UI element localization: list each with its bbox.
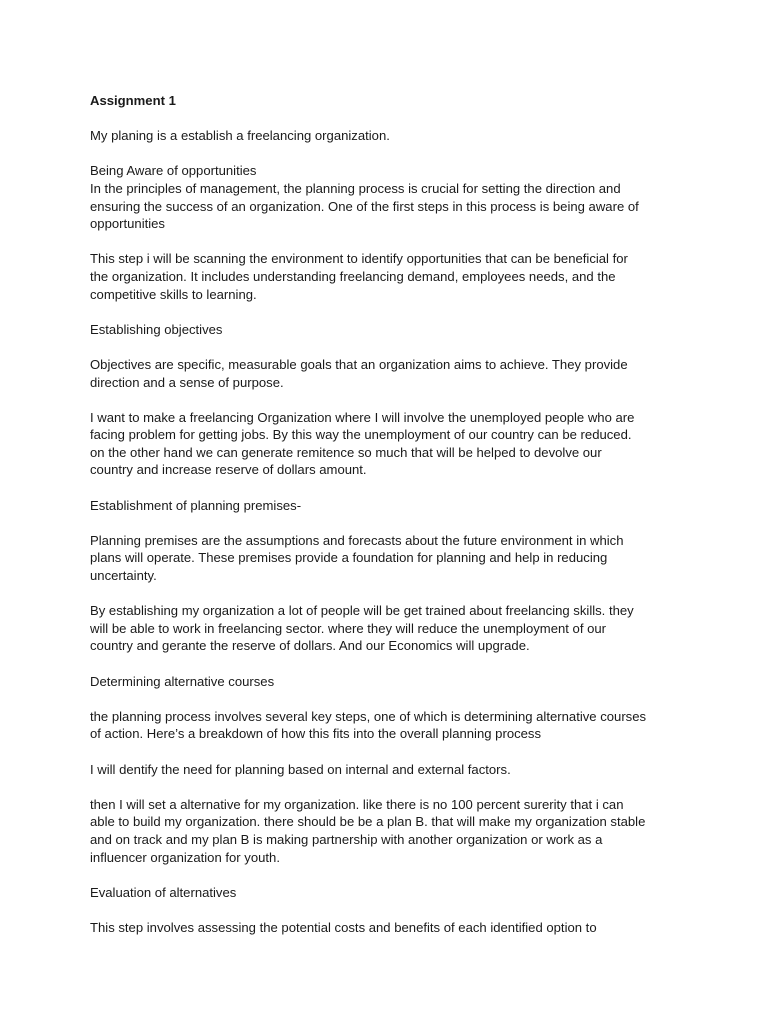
paragraph-line: able to build my organization. there should be be a plan B. that will make my organization stable <box>90 814 646 830</box>
paragraph-line: direction and a sense of purpose. <box>90 374 284 390</box>
paragraph-line: facing problem for getting jobs. By this way the unemployment of our country can be reduced. <box>90 427 632 443</box>
paragraph-line: then I will set a alternative for my organization. like there is no 100 percent surerity that i can <box>90 796 624 812</box>
paragraph-line: This step involves assessing the potential costs and benefits of each identified option to <box>90 919 597 935</box>
paragraph-line: of action. Here’s a breakdown of how this fits into the overall planning process <box>90 726 542 742</box>
paragraph-line: and on track and my plan B is making partnership with another organization or work as a <box>90 831 603 847</box>
body-paragraph <box>90 761 690 779</box>
section-heading: Establishing objectives <box>90 321 223 337</box>
paragraph-line: opportunities <box>90 216 165 232</box>
body-paragraph <box>90 796 690 866</box>
paragraph-line: plans will operate. These premises provide a foundation for planning and help in reducing <box>90 550 608 566</box>
paragraph-line: the planning process involves several key steps, one of which is determining alternative courses <box>90 708 647 724</box>
paragraph-line: influencer organization for youth. <box>90 849 280 865</box>
document-body <box>90 92 690 954</box>
body-paragraph <box>90 356 690 391</box>
section-heading: Establishment of planning premises- <box>90 497 302 513</box>
paragraph-line: country and increase reserve of dollars amount. <box>90 462 367 478</box>
paragraph-line: In the principles of management, the planning process is crucial for setting the direction and <box>90 180 621 196</box>
document-title: Assignment 1 <box>90 93 176 108</box>
paragraph-line: I will dentify the need for planning based on internal and external factors. <box>90 761 511 777</box>
body-paragraph <box>90 919 690 937</box>
paragraph-line: Objectives are specific, measurable goals that an organization aims to achieve. They provide <box>90 356 628 372</box>
body-paragraph <box>90 250 690 303</box>
section-heading: Evaluation of alternatives <box>90 884 237 900</box>
paragraph-line: I want to make a freelancing Organization where I will involve the unemployed people who are <box>90 409 635 425</box>
section-heading: Being Aware of opportunities <box>90 163 257 179</box>
body-paragraph <box>90 708 690 743</box>
paragraph-line: on the other hand we can generate remitence so much that will be helped to devolve our <box>90 444 602 460</box>
section-heading: Determining alternative courses <box>90 673 275 689</box>
paragraph-line: ensuring the success of an organization. One of the first steps in this process is being aware of <box>90 198 639 214</box>
intro-paragraph: My planing is a establish a freelancing organization. <box>90 128 390 144</box>
paragraph-line: will be able to work in freelancing sector. where they will reduce the unemployment of our <box>90 620 607 636</box>
paragraph-line: By establishing my organization a lot of people will be get trained about freelancing skills. they <box>90 603 634 619</box>
body-paragraph <box>90 532 690 585</box>
paragraph-line: This step i will be scanning the environment to identify opportunities that can be beneficial for <box>90 251 628 267</box>
paragraph-line: country and gerante the reserve of dollars. And our Economics will upgrade. <box>90 638 530 654</box>
paragraph-line: Planning premises are the assumptions and forecasts about the future environment in which <box>90 532 624 548</box>
paragraph-line: uncertainty. <box>90 568 157 584</box>
paragraph-line: competitive skills to learning. <box>90 286 257 302</box>
body-paragraph <box>90 180 690 233</box>
document-sections <box>90 162 690 936</box>
body-paragraph <box>90 409 690 479</box>
body-paragraph <box>90 602 690 655</box>
paragraph-line: the organization. It includes understanding freelancing demand, employees needs, and the <box>90 268 616 284</box>
